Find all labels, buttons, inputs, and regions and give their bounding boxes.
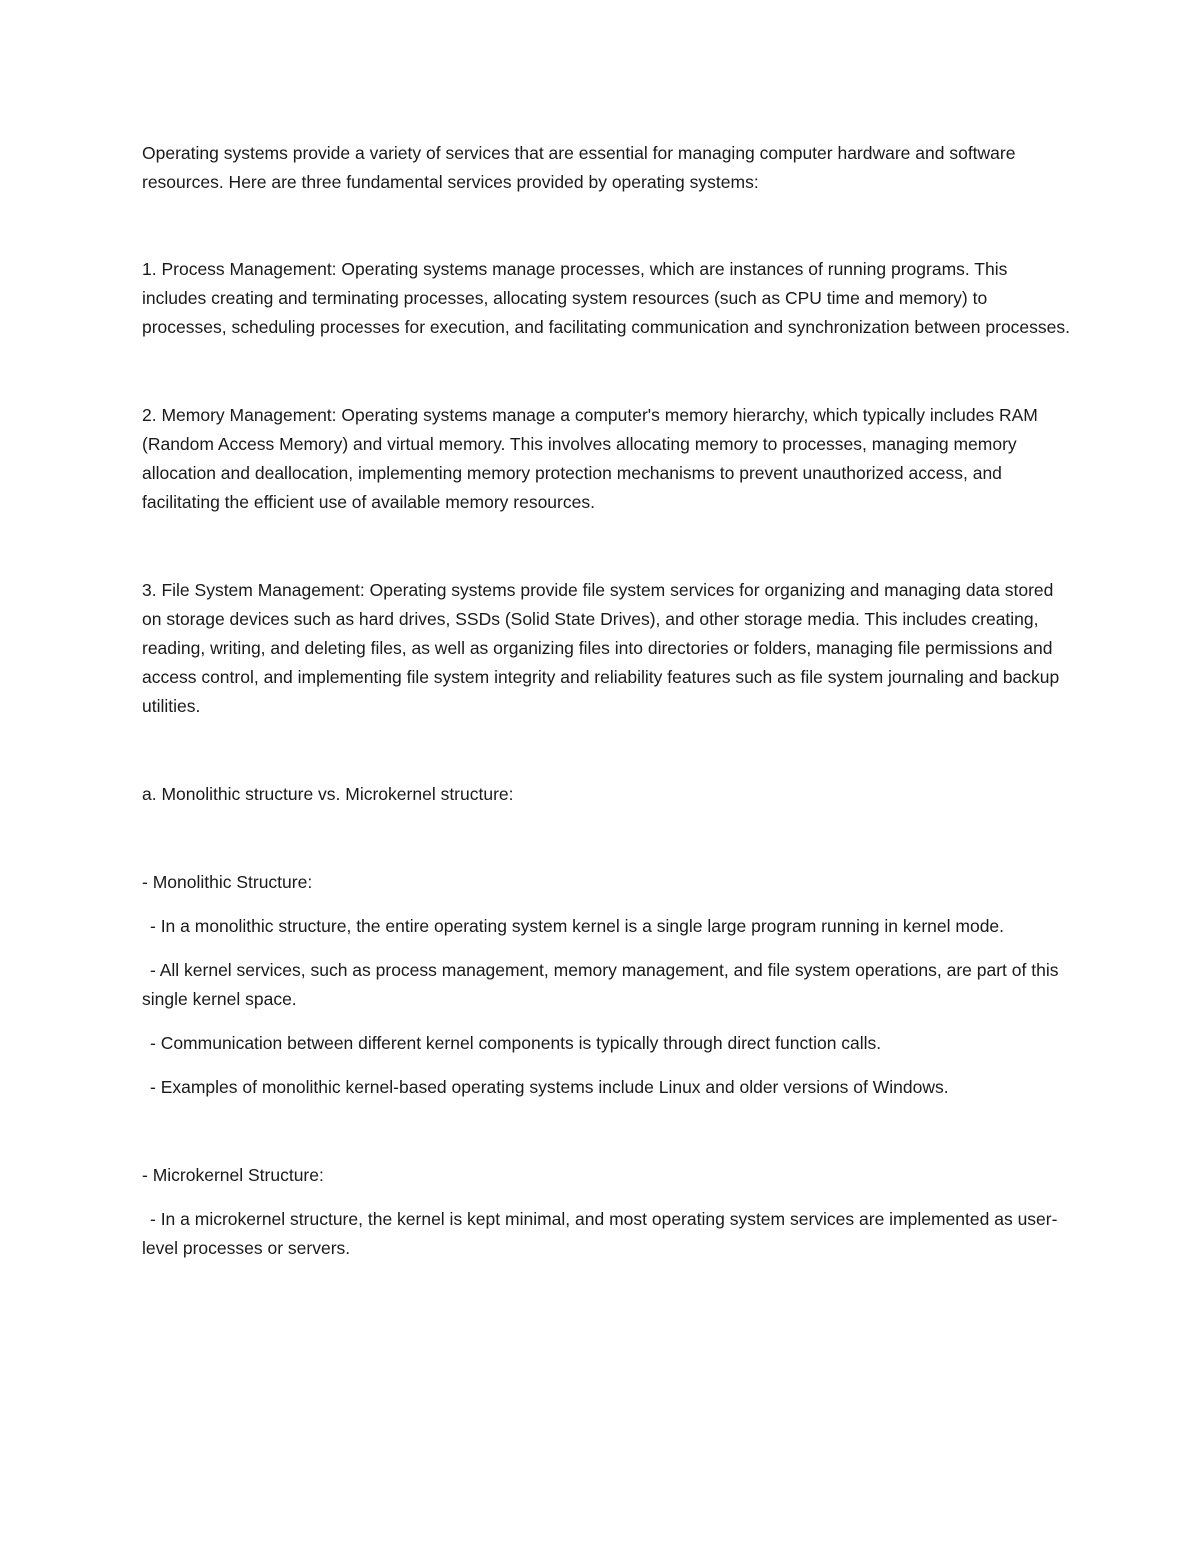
section-a-heading: a. Monolithic structure vs. Microkernel structure: [142, 784, 514, 804]
microkernel-point: - In a microkernel structure, the kernel is kept minimal, and most operating system services are implemented as user-level processes or servers. [142, 1209, 1058, 1258]
monolithic-heading: - Monolithic Structure: [142, 872, 313, 892]
intro-paragraph: Operating systems provide a variety of services that are essential for managing computer hardware and software resources. Here are three fundamental services provided by operating systems: [142, 143, 1016, 192]
monolithic-point: - In a monolithic structure, the entire operating system kernel is a single large program running in kernel mode. [150, 916, 1005, 936]
monolithic-point: - All kernel services, such as process management, memory management, and file system operations, are part of this single kernel space. [142, 960, 1059, 1009]
document-body [142, 139, 1072, 1263]
file-system-management-paragraph: 3. File System Management: Operating systems provide file system services for organizing and managing data stored on storage devices such as hard drives, SSDs (Solid State Drives), and other storage media. This includes creating, reading, writing, and deleting files, as well as organizing files into directories or folders, managing file permissions and access control, and implementing file system integrity and reliability features such as file system journaling and backup utilities. [142, 580, 1060, 716]
monolithic-point: - Examples of monolithic kernel-based operating systems include Linux and older versions of Windows. [150, 1077, 949, 1097]
process-management-paragraph: 1. Process Management: Operating systems manage processes, which are instances of running programs. This includes creating and terminating processes, allocating system resources (such as CPU time and memory) to processes, scheduling processes for execution, and facilitating communication and synchronization between processes. [142, 259, 1071, 337]
microkernel-heading: - Microkernel Structure: [142, 1165, 324, 1185]
memory-management-paragraph: 2. Memory Management: Operating systems manage a computer's memory hierarchy, which typically includes RAM (Random Access Memory) and virtual memory. This involves allocating memory to processes, managing memory allocation and deallocation, implementing memory protection mechanisms to prevent unauthorized access, and facilitating the efficient use of available memory resources. [142, 405, 1038, 512]
monolithic-point: - Communication between different kernel components is typically through direct function calls. [150, 1033, 882, 1053]
